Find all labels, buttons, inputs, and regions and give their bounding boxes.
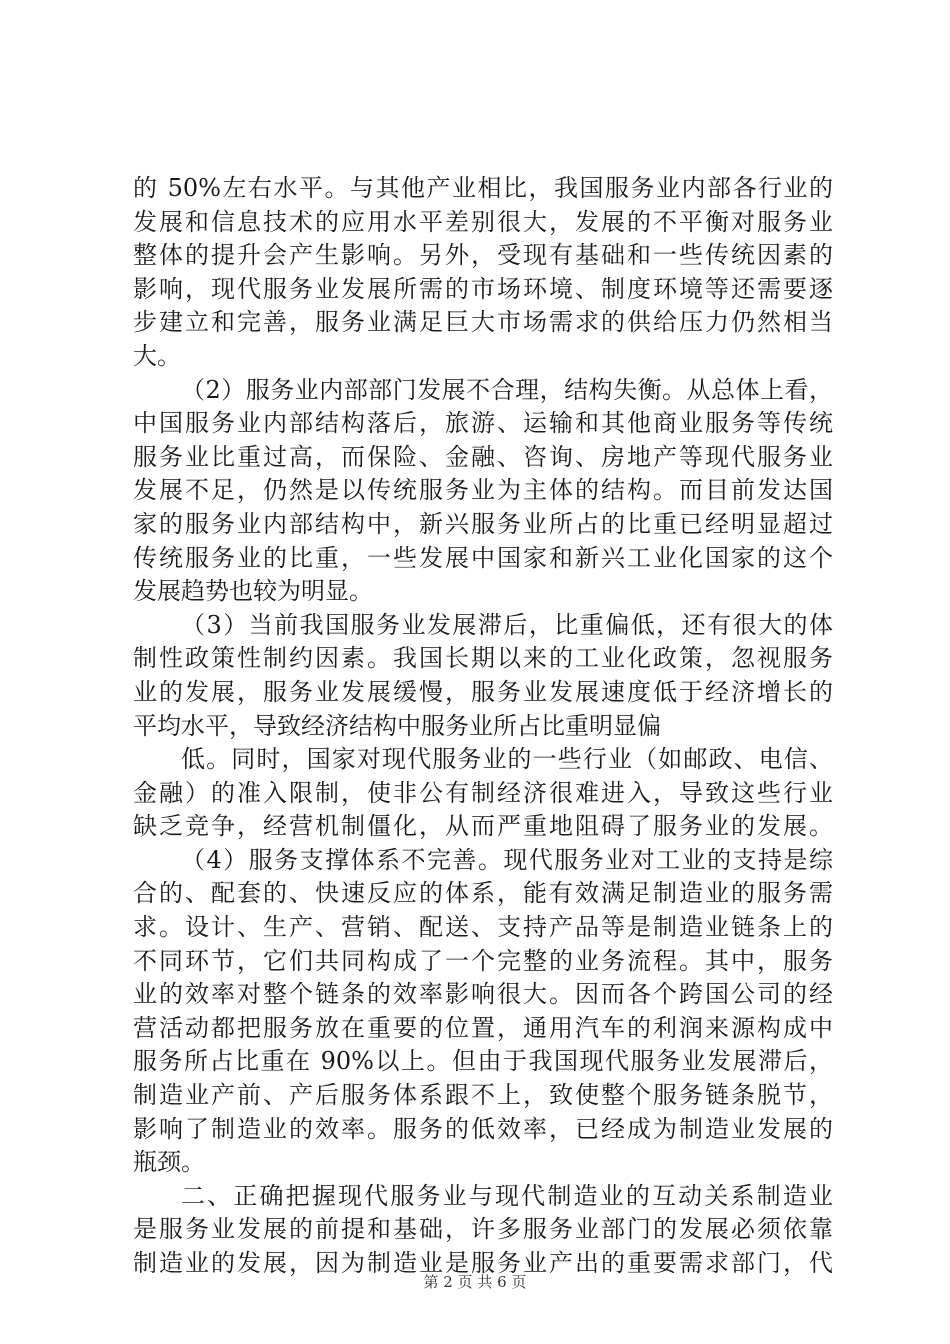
text-line: 步建立和完善，服务业满足巨大市场需求的供给压力仍然相当 xyxy=(133,308,833,337)
text-line: 制造业的发展，因为制造业是服务业产出的重要需求部门，代 xyxy=(133,1249,833,1277)
text-line: 瓶颈。 xyxy=(133,1148,205,1177)
text-line: 家的服务业内部结构中，新兴服务业所占的比重已经明显超过 xyxy=(133,509,833,538)
text-line: 业的效率对整个链条的效率影响很大。因而各个跨国公司的经 xyxy=(133,980,833,1009)
text-line: 发展趋势也较为明显。 xyxy=(133,577,373,606)
text-line: 发展不足，仍然是以传统服务业为主体的结构。而目前发达国 xyxy=(133,476,833,505)
text-line: 影响了制造业的效率。服务的低效率，已经成为制造业发展的 xyxy=(133,1114,833,1143)
text-line: 制性政策性制约因素。我国长期以来的工业化政策，忽视服务 xyxy=(133,644,833,673)
body-text xyxy=(133,172,833,1281)
text-line: 发展和信息技术的应用水平差别很大，发展的不平衡对服务业 xyxy=(133,207,833,236)
text-line: 影响，现代服务业发展所需的市场环境、制度环境等还需要逐 xyxy=(133,274,833,303)
text-line: 营活动都把服务放在重要的位置，通用汽车的利润来源构成中 xyxy=(133,1013,833,1042)
text-line: 平均水平，导致经济结构中服务业所占比重明显偏 xyxy=(133,711,661,740)
text-line: 整体的提升会产生影响。另外，受现有基础和一些传统因素的 xyxy=(133,241,833,270)
text-line: 是服务业发展的前提和基础，许多服务业部门的发展必须依靠 xyxy=(133,1215,833,1244)
text-line: 低。同时，国家对现代服务业的一些行业（如邮政、电信、 xyxy=(181,745,833,774)
text-line: （4）服务支撑体系不完善。现代服务业对工业的支持是综 xyxy=(181,845,833,874)
text-line: 服务所占比重在 90%以上。但由于我国现代服务业发展滞后， xyxy=(133,1047,833,1076)
text-line: 服务业比重过高，而保险、金融、咨询、房地产等现代服务业 xyxy=(133,442,833,471)
text-line: 金融）的准入限制，使非公有制经济很难进入，导致这些行业 xyxy=(133,778,833,807)
text-line: 求。设计、生产、营销、配送、支持产品等是制造业链条上的 xyxy=(133,913,833,942)
text-line: 业的发展，服务业发展缓慢，服务业发展速度低于经济增长的 xyxy=(133,677,833,706)
text-line: （2）服务业内部部门发展不合理，结构失衡。从总体上看， xyxy=(181,375,833,404)
text-line: 合的、配套的、快速反应的体系，能有效满足制造业的服务需 xyxy=(133,879,833,908)
text-line: 不同环节，它们共同构成了一个完整的业务流程。其中，服务 xyxy=(133,946,833,975)
text-line: 制造业产前、产后服务体系跟不上，致使整个服务链条脱节， xyxy=(133,1081,833,1110)
text-line: 缺乏竞争，经营机制僵化，从而严重地阻碍了服务业的发展。 xyxy=(133,812,833,841)
text-line: 大。 xyxy=(133,341,181,370)
text-line: 二、正确把握现代服务业与现代制造业的互动关系制造业 xyxy=(181,1181,833,1210)
text-line: 中国服务业内部结构落后，旅游、运输和其他商业服务等传统 xyxy=(133,409,833,438)
page-footer: 第 2 页 共 6 页 xyxy=(423,1273,527,1291)
text-line: 传统服务业的比重，一些发展中国家和新兴工业化国家的这个 xyxy=(133,543,833,572)
text-line: （3）当前我国服务业发展滞后，比重偏低，还有很大的体 xyxy=(181,610,833,639)
text-line: 的 50%左右水平。与其他产业相比，我国服务业内部各行业的 xyxy=(133,174,833,202)
